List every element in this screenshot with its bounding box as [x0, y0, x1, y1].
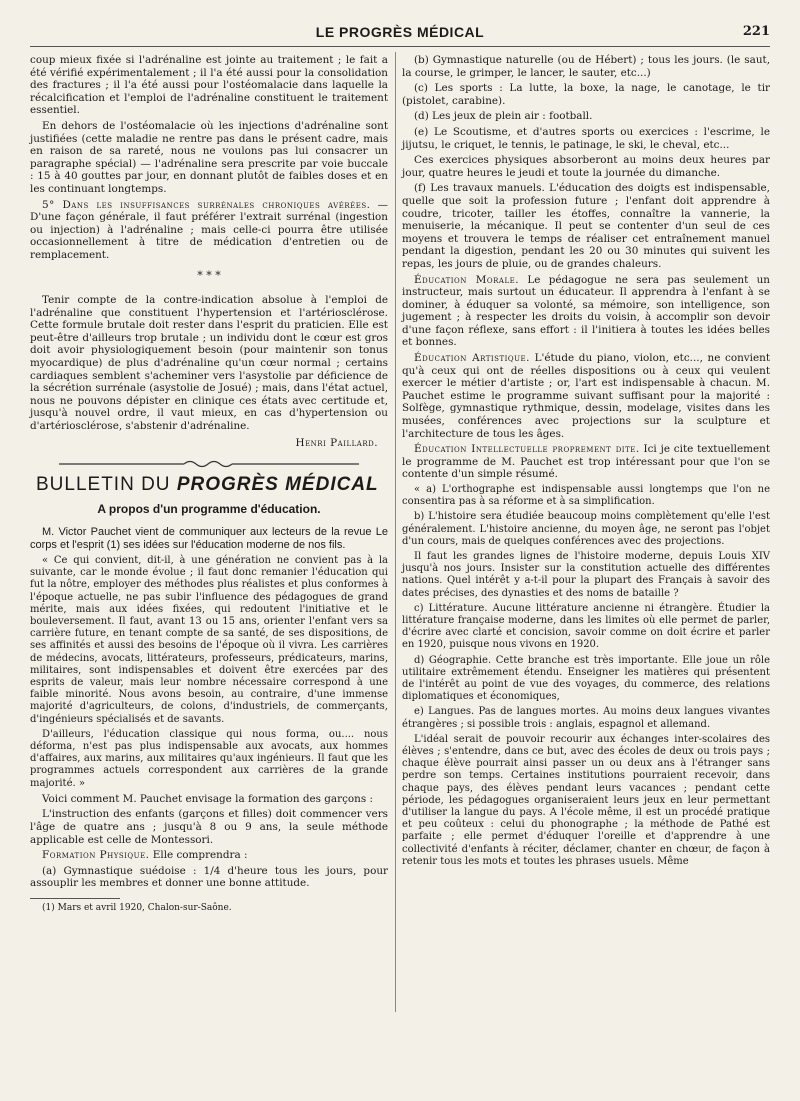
paragraph: Éducation Artistique. L'étude du piano, violon, etc..., ne convient qu'à ceux qui ont de réelles dispositions ou à ceux qui veulent exercer le métier d'artiste ; or, l'art est indispensable à chacun. M. Pauchet estime le programme suivant suffisant pour la majorité : Solfège, gymnastique rythmique, dessin, modelage, visites dans les musées, conférences avec projections sur la sculpture et l'architecture de tous les âges.	[402, 352, 770, 440]
section-label: Éducation Intellectuelle proprement dite.	[414, 443, 640, 456]
paragraph: Formation Physique. Elle comprendra :	[42, 849, 248, 862]
paragraph: (d) Les jeux de plein air : football.	[414, 110, 593, 123]
paragraph: Éducation Intellectuelle proprement dite. Ici je cite textuellement le programme de M. Pauchet est trop intéressant pour que l'on se contente d'un simple résumé.	[402, 443, 770, 481]
paragraph: (b) Gymnastique naturelle (ou de Hébert) ; tous les jours. (le saut, la course, le grimper, le lancer, le sauter, etc...)	[402, 54, 770, 79]
page-header	[30, 24, 770, 44]
paragraph: b) L'histoire sera étudiée beaucoup moins complètement qu'elle l'est généralement. L'histoire ancienne, du moyen âge, ne seront pas l'objet d'un cours, mais de quelques conférences avec des projections.	[402, 511, 770, 547]
paragraph: « a) L'orthographe est indispensable aussi longtemps que l'on ne consentira pas à sa réforme et à sa simplification.	[402, 484, 770, 508]
paragraph: (f) Les travaux manuels. L'éducation des doigts est indispensable, quelle que soit la profession future ; l'enfant doit apprendre à coudre, tricoter, tailler les étoffes, connaître la vannerie, la menuiserie, la mécanique. Il peut se contenter d'un seul de ces moyens et trouvera le temps de réaliser cet entraînement manuel pendant la digestion, pendant les 20 ou 30 minutes qui suivent les repas, les jours de pluie, ou de grandes chaleurs.	[402, 182, 770, 270]
bulletin-heading: BULLETIN DU PROGRÈS MÉDICAL	[36, 473, 379, 495]
left-column	[30, 54, 388, 917]
footnote: (1) Mars et avril 1920, Chalon-sur-Saône.	[42, 903, 232, 914]
paragraph: Tenir compte de la contre-indication absolue à l'emploi de l'adrénaline que constituent l'hypertension et l'artériosclérose. Cette formule brutale doit rester dans l'esprit du praticien. Elle est peut-être d'ailleurs trop brutale ; un individu dont le cœur est gros doit avoir physiologiquement besoin (pour maintenir son tonus myocardique) de plus d'adrénaline qu'un cœur normal ; certains cardiaques semblent s'acheminer vers l'asystolie par déficience de la sécrétion surrénale (asystolie de Josué) ; mais, dans l'état actuel, nous ne pouvons dépister en clinique ces états avec certitude et, jusqu'à nouvel ordre, il vaut mieux, en cas d'hypertension ou d'artériosclérose, s'abstenir d'adrénaline.	[30, 294, 388, 433]
paragraph: c) Littérature. Aucune littérature ancienne ni étrangère. Étudier la littérature française moderne, dans les limites où elle permet de parler, d'écrire avec clarté et concision, savoir comme on doit écrire et parler en 1920, puisque nous vivons en 1920.	[402, 602, 770, 651]
quotation: D'ailleurs, l'éducation classique qui nous forma, ou.... nous déforma, n'est pas plus indispensable aux avocats, aux hommes d'affaires, aux marins, aux militaires qu'aux ingénieurs. Il faut que les programmes actuels correspondent aux carrières de la grande majorité. »	[30, 728, 388, 789]
paragraph: L'idéal serait de pouvoir recourir aux échanges inter-scolaires des élèves ; s'entendre, dans ce but, avec des écoles de deux ou trois pays ; chaque élève pourrait ainsi passer un ou deux ans à l'étranger sans perdre son temps. Certaines institutions pourraient recevoir, dans chaque pays, des élèves pendant leurs vacances ; pendant cette période, les pédagogues organiseraient leurs jeux en leur permettant d'utiliser la langue du pays. A l'école même, il est un procédé pratique et peu coûteux : celui du phonographe ; la méthode de Pathé est parfaite ; elle permet d'éduquer l'oreille et d'apprendre à une collectivité d'enfants à réciter, déclamer, chanter en chœur, de façon à retenir tous les mots et toutes les phrases usuels. Même	[402, 733, 770, 867]
footnote-rule	[30, 898, 120, 899]
paragraph: En dehors de l'ostéomalacie où les injections d'adrénaline sont justifiées (cette maladie ne rentre pas dans le présent cadre, mais en raison de sa rareté, nous ne voulons pas lui consacrer un paragraphe spécial) — l'adrénaline sera prescrite par voie buccale : 15 à 40 gouttes par jour, en donnant plutôt de faibles doses et en les continuant longtemps.	[30, 119, 388, 195]
paragraph: (c) Les sports : La lutte, la boxe, la nage, le canotage, le tir (pistolet, carabine).	[402, 82, 770, 107]
paragraph: Ces exercices physiques absorberont au moins deux heures par jour, quatre heures le jeudi et toute la journée du dimanche.	[402, 154, 770, 179]
header-rule	[30, 46, 770, 47]
ornamental-rule	[30, 459, 388, 473]
right-column	[402, 54, 770, 871]
paragraph: d) Géographie. Cette branche est très importante. Elle joue un rôle utilitaire extrêmement étendu. Enseigner les matières qui présentent de l'intérêt au point de vue des voyages, du commerce, des relations diplomatiques et économiques,	[402, 654, 770, 703]
section-label: 5° Dans les insuffisances surrénales chroniques avérées.	[42, 198, 371, 211]
quotation: « Ce qui convient, dit-il, à une génération ne convient pas à la suivante, car le monde évolue ; il faut donc remanier l'éducation qui fut la nôtre, employer des méthodes plus réalistes et plus conformes à l'époque actuelle, ne pas subir l'influence des pédagogues de grand mérite, mais aux idées fixées, qui redoutent l'initiative et le bouleversement. Il faut, avant 13 ou 15 ans, orienter l'enfant vers sa carrière future, en tenant compte de sa santé, de ses dispositions, de ses affinités et aussi des besoins de l'époque où il vivra. Les carrières de médecins, avocats, littérateurs, professeurs, prédicateurs, marins, militaires, sont indispensables et doivent être exercées par des esprits de valeur, mais leur nombre nécessaire correspond à une faible minorité. Nous avons besoin, au contraire, d'une immense majorité d'agriculteurs, de colons, d'industriels, de commerçants, d'ingénieurs spécialisés et de savants.	[30, 555, 388, 725]
paragraph: L'instruction des enfants (garçons et filles) doit commencer vers l'âge de quatre ans ; jusqu'à 8 ou 9 ans, la seule méthode applicable est celle de Montessori.	[30, 808, 388, 846]
paragraph: Il faut les grandes lignes de l'histoire moderne, depuis Louis XIV jusqu'à nos jours. Insister sur la constitution actuelle des différentes nations. Quel intérêt y a-t-il pour la plupart des Français à savoir des dates précises, des dynasties et des noms de bataille ?	[402, 551, 770, 599]
paragraph: Voici comment M. Pauchet envisage la formation des garçons :	[42, 792, 373, 805]
paragraph: Éducation Morale. Le pédagogue ne sera pas seulement un instructeur, mais surtout un éducateur. Il apprendra à l'enfant à se dominer, à éduquer sa volonté, sa mémoire, son intelligence, son jugement ; à respecter les droits du voisin, à accomplir son devoir d'une façon réflexe, sans effort : il l'initiera à toutes les idées belles et bonnes.	[402, 273, 771, 349]
page-number: 221	[742, 24, 770, 39]
journal-title: LE PROGRÈS MÉDICAL	[315, 24, 485, 40]
paragraph: (a) Gymnastique suédoise : 1/4 d'heure tous les jours, pour assouplir les membres et donner une bonne attitude.	[30, 864, 388, 890]
section-label: Éducation Morale.	[414, 273, 520, 286]
section-separator: * * *	[197, 268, 221, 282]
section-label: Formation Physique.	[42, 849, 150, 862]
lead-paragraph: M. Victor Pauchet vient de communiquer aux lecteurs de la revue Le corps et l'esprit (1) ses idées sur l'éducation moderne de nos fils.	[30, 526, 388, 551]
section-label: Éducation Artistique.	[414, 352, 530, 365]
column-divider	[395, 52, 396, 1012]
paragraph: coup mieux fixée si l'adrénaline est jointe au traitement ; le fait a été vérifié expérimentalement ; il l'a été aussi pour la consolidation des fractures ; il l'a été aussi pour l'ostéomalacie dans laquelle la récalcification et l'emploi de l'adrénaline constituent le traitement essentiel.	[30, 54, 388, 117]
paragraph: (e) Le Scoutisme, et d'autres sports ou exercices : l'escrime, le jijutsu, le criquet, le tennis, le patinage, le ski, le cheval, etc...	[402, 125, 770, 151]
paragraph: e) Langues. Pas de langues mortes. Au moins deux langues vivantes étrangères ; si possible trois : anglais, espagnol et allemand.	[402, 706, 770, 730]
article-subheading: A propos d'un programme d'éducation.	[97, 502, 321, 517]
paragraph: 5° Dans les insuffisances surrénales chroniques avérées. — D'une façon générale, il faut préférer l'extrait surrénal (ingestion ou injection) à l'adrénaline ; mais celle-ci pourra être utilisée occasionnellement à titre de médication d'entretien ou de remplacement.	[30, 198, 388, 261]
author-signature: Henri Paillard.	[295, 436, 378, 449]
